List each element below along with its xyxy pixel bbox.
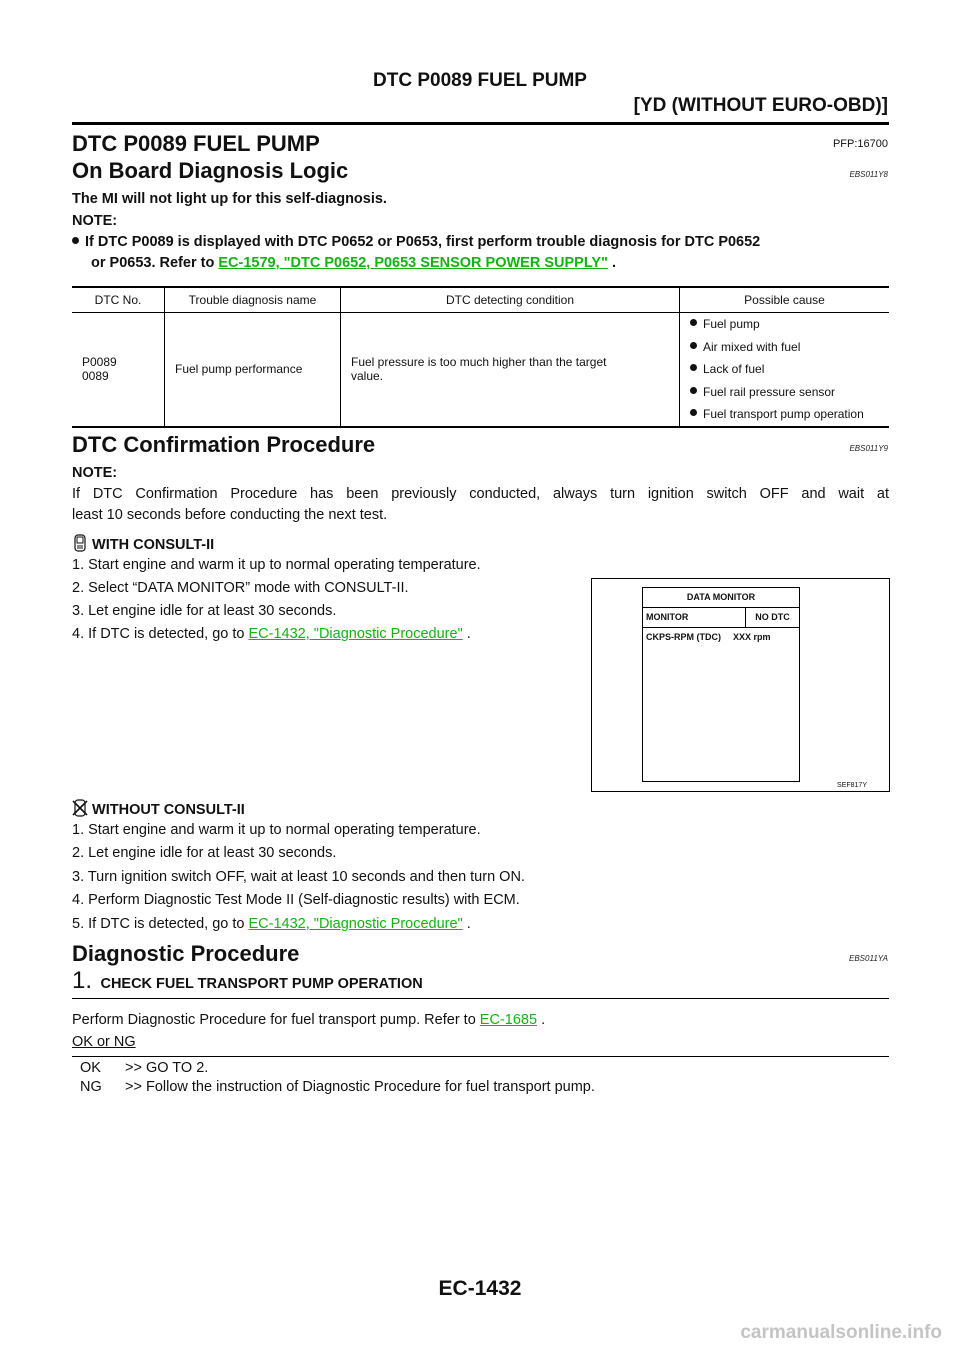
diag-heading: Diagnostic Procedure bbox=[72, 941, 300, 966]
list-item: Fuel rail pressure sensor bbox=[690, 381, 879, 404]
bullet-icon bbox=[690, 319, 697, 326]
no-dtc-column: NO DTC bbox=[755, 612, 790, 622]
header-dtc-no: DTC No. bbox=[72, 287, 165, 313]
confirm-note-label: NOTE: bbox=[72, 465, 118, 481]
page-number: EC-1432 bbox=[438, 1277, 522, 1300]
table-header-row bbox=[72, 287, 889, 313]
with-step-4: 4. If DTC is detected, go to EC-1432, "Diagnostic Procedure" . bbox=[72, 626, 471, 642]
confirm-code: EBS011Y9 bbox=[849, 444, 888, 453]
monitor-column: MONITOR bbox=[643, 608, 746, 627]
header-possible-cause: Possible cause bbox=[680, 287, 890, 313]
ng-label: NG bbox=[80, 1079, 102, 1095]
bullet-icon bbox=[72, 237, 79, 244]
list-item: Air mixed with fuel bbox=[690, 336, 879, 359]
header-title: DTC P0089 FUEL PUMP bbox=[373, 70, 587, 91]
list-item: Lack of fuel bbox=[690, 358, 879, 381]
without-step-1: 1. Start engine and warm it up to normal operating temperature. bbox=[72, 822, 481, 838]
obd-heading: On Board Diagnosis Logic bbox=[72, 158, 349, 183]
perform-text: Perform Diagnostic Procedure for fuel transport pump. Refer to EC-1685 . bbox=[72, 1012, 546, 1028]
with-step-2: 2. Select “DATA MONITOR” mode with CONSULT-II. bbox=[72, 580, 409, 596]
main-title: DTC P0089 FUEL PUMP bbox=[72, 131, 320, 156]
bullet-icon bbox=[690, 409, 697, 416]
ok-ng-label: OK or NG bbox=[72, 1034, 136, 1050]
data-monitor-screen bbox=[642, 587, 800, 782]
link-ec-1432-2[interactable]: EC-1432, "Diagnostic Procedure" bbox=[248, 916, 463, 932]
without-step-3: 3. Turn ignition switch OFF, wait at least 10 seconds and then turn ON. bbox=[72, 869, 525, 885]
bullet-icon bbox=[690, 387, 697, 394]
link-ec-1685[interactable]: EC-1685 bbox=[479, 1012, 538, 1028]
ok-label: OK bbox=[80, 1060, 101, 1076]
with-consult-heading: WITH CONSULT-II bbox=[72, 534, 214, 553]
cell-possible-cause bbox=[680, 313, 890, 427]
step-rule bbox=[72, 998, 889, 999]
cell-dtc-no: P0089 0089 bbox=[72, 313, 165, 427]
confirm-heading: DTC Confirmation Procedure bbox=[72, 432, 376, 457]
diag-step-heading bbox=[72, 967, 423, 995]
step-title: CHECK FUEL TRANSPORT PUMP OPERATION bbox=[100, 976, 423, 992]
mi-text: The MI will not light up for this self-diagnosis. bbox=[72, 191, 387, 207]
with-step-3: 3. Let engine idle for at least 30 seconds. bbox=[72, 603, 337, 619]
list-item: Fuel pump bbox=[690, 313, 879, 336]
data-monitor-title: DATA MONITOR bbox=[643, 588, 799, 608]
confirm-note-line2: least 10 seconds before conducting the next test. bbox=[72, 507, 388, 523]
without-step-2: 2. Let engine idle for at least 30 seconds. bbox=[72, 845, 337, 861]
cell-name: Fuel pump performance bbox=[165, 313, 341, 427]
link-ec-1432[interactable]: EC-1432, "Diagnostic Procedure" bbox=[248, 626, 463, 642]
obd-note-line1: If DTC P0089 is displayed with DTC P0652 or P0653, first perform trouble diagnosis for DTC P0652 bbox=[72, 234, 760, 250]
diag-code: EBS011YA bbox=[849, 954, 888, 963]
data-monitor-figure bbox=[591, 578, 890, 792]
confirm-note-line1: If DTC Confirmation Procedure has been previously conducted, always turn ignition switch OFF and wait at bbox=[72, 486, 889, 502]
obd-code: EBS011Y8 bbox=[849, 170, 888, 179]
consult-icon bbox=[72, 534, 88, 553]
without-step-4: 4. Perform Diagnostic Test Mode II (Self-diagnostic results) with ECM. bbox=[72, 892, 520, 908]
obd-note-label: NOTE: bbox=[72, 213, 118, 229]
figure-code: SEF817Y bbox=[837, 782, 867, 789]
no-consult-icon bbox=[72, 799, 88, 818]
list-item: Fuel transport pump operation bbox=[690, 403, 879, 426]
header-rule bbox=[72, 122, 889, 125]
without-consult-heading: WITHOUT CONSULT-II bbox=[72, 799, 245, 818]
data-monitor-header-row bbox=[643, 608, 799, 628]
link-ec-1579[interactable]: EC-1579, "DTC P0652, P0653 SENSOR POWER SUPPLY" bbox=[218, 255, 608, 271]
watermark: carmanualsonline.info bbox=[740, 1322, 942, 1343]
header-subtitle: [YD (WITHOUT EURO-OBD)] bbox=[633, 95, 888, 116]
without-step-5: 5. If DTC is detected, go to EC-1432, "Diagnostic Procedure" . bbox=[72, 916, 471, 932]
ok-ng-rule bbox=[72, 1056, 889, 1057]
pfp-code: PFP:16700 bbox=[832, 138, 888, 150]
header-detecting-condition: DTC detecting condition bbox=[341, 287, 680, 313]
dtc-table bbox=[72, 286, 889, 428]
with-step-1: 1. Start engine and warm it up to normal operating temperature. bbox=[72, 557, 481, 573]
table-row bbox=[72, 313, 889, 427]
bullet-icon bbox=[690, 342, 697, 349]
cell-condition: Fuel pressure is too much higher than the target value. bbox=[341, 313, 680, 427]
ng-text: >> Follow the instruction of Diagnostic Procedure for fuel transport pump. bbox=[125, 1079, 595, 1095]
step-number: 1. bbox=[72, 967, 93, 994]
bullet-icon bbox=[690, 364, 697, 371]
data-monitor-row: CKPS-RPM (TDC) XXX rpm bbox=[646, 632, 771, 642]
header-trouble-name: Trouble diagnosis name bbox=[165, 287, 341, 313]
ok-text: >> GO TO 2. bbox=[125, 1060, 209, 1076]
obd-note-line2: or P0653. Refer to EC-1579, "DTC P0652, P0653 SENSOR POWER SUPPLY" . bbox=[91, 255, 616, 271]
